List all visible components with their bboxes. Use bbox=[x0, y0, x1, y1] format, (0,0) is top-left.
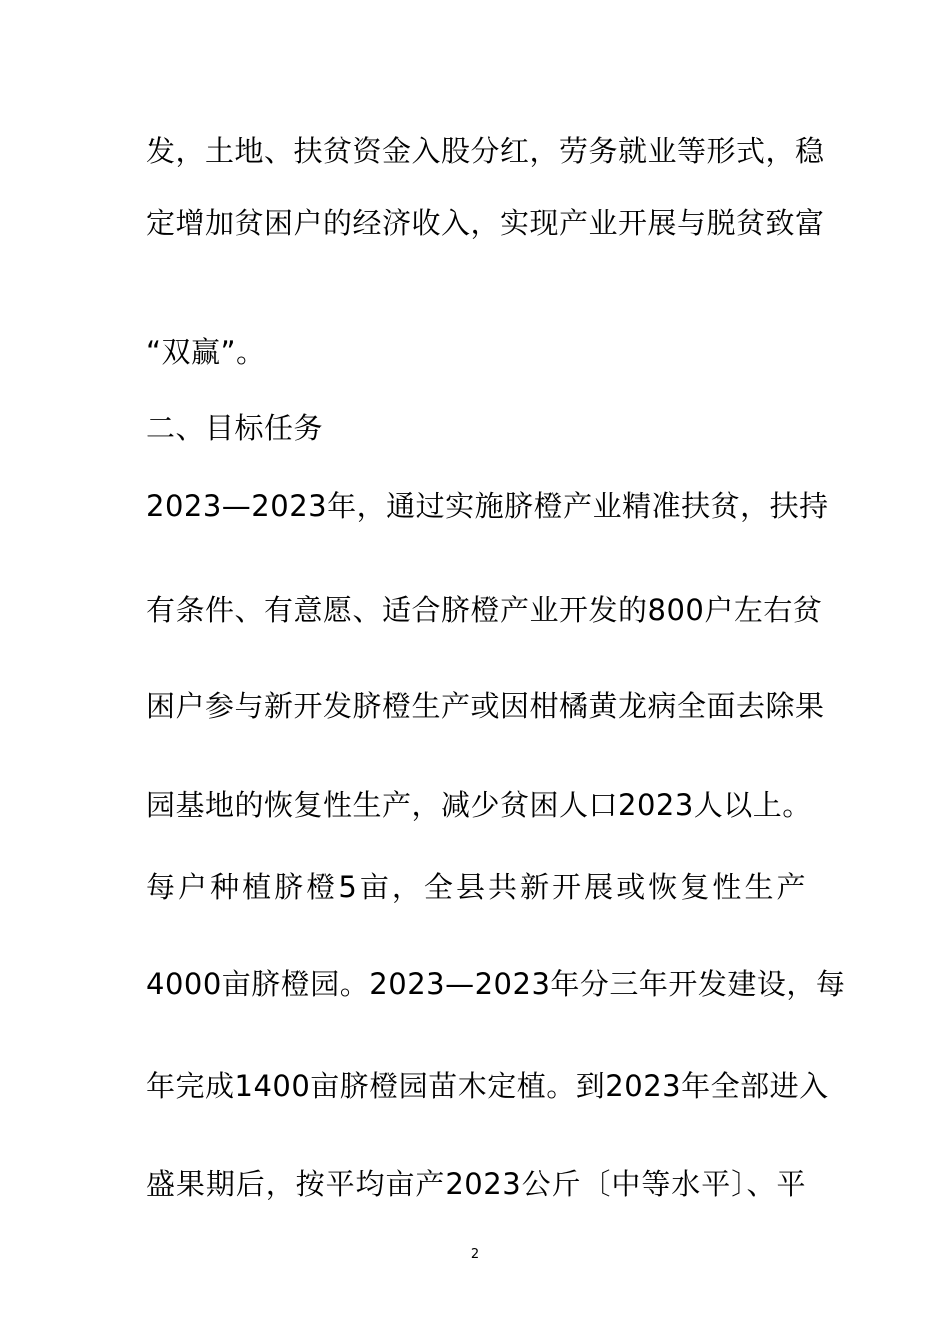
paragraph-line-12: 盛果期后，按平均亩产2023公斤〔中等水平〕、平 bbox=[146, 1167, 806, 1201]
paragraph-line-10: 4000亩脐橙园。2023—2023年分三年开发建设，每 bbox=[146, 967, 846, 1001]
page-number: 2 bbox=[470, 1247, 480, 1262]
paragraph-line-9: 每户种植脐橙5亩，全县共新开展或恢复性生产 bbox=[146, 870, 806, 904]
paragraph-line-1: 发，土地、扶贫资金入股分红，劳务就业等形式，稳 bbox=[146, 134, 825, 168]
paragraph-line-8: 园基地的恢复性生产，减少贫困人口2023人以上。 bbox=[146, 788, 812, 822]
paragraph-line-7: 困户参与新开发脐橙生产或因柑橘黄龙病全面去除果 bbox=[146, 689, 825, 723]
paragraph-line-3: “双赢”。 bbox=[146, 335, 266, 369]
paragraph-line-6: 有条件、有意愿、适合脐橙产业开发的800户左右贫 bbox=[146, 593, 823, 627]
paragraph-line-2: 定增加贫困户的经济收入，实现产业开展与脱贫致富 bbox=[146, 206, 825, 240]
paragraph-line-5: 2023—2023年，通过实施脐橙产业精准扶贫，扶持 bbox=[146, 489, 829, 523]
paragraph-line-11: 年完成1400亩脐橙园苗木定植。到2023年全部进入 bbox=[146, 1069, 829, 1103]
section-heading: 二、目标任务 bbox=[146, 411, 324, 445]
